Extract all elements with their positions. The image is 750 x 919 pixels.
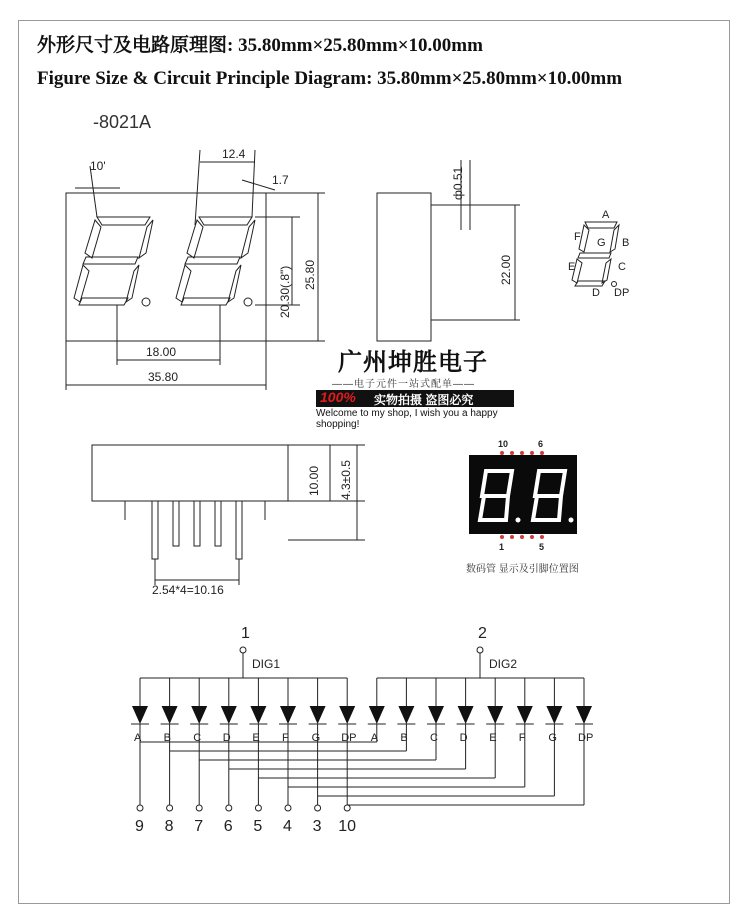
seg-label-b: B xyxy=(622,237,630,249)
display-photo xyxy=(469,439,577,552)
pin-terminal xyxy=(167,805,173,811)
circuit-segment-label: F xyxy=(282,732,289,744)
circuit-segment-label: DP xyxy=(341,732,357,744)
dim-pin-pitch: 2.54*4=10.16 xyxy=(152,583,224,597)
display-pin-5: 5 xyxy=(539,542,545,552)
bottom-body-outline xyxy=(92,445,288,501)
seg-label-dp: DP xyxy=(614,287,630,299)
circuit-pin-number: 4 xyxy=(283,818,292,835)
dim-body-height: 25.80 xyxy=(303,259,317,290)
diode-symbol xyxy=(369,706,385,724)
diode-symbol xyxy=(576,706,592,724)
diode-symbol xyxy=(487,706,503,724)
circuit-pin-number: 8 xyxy=(164,818,174,835)
seg-label-g: G xyxy=(597,237,606,249)
seg-label-a: A xyxy=(602,209,610,221)
diode-symbol xyxy=(310,706,326,724)
digit2-pin-number: 2 xyxy=(478,625,487,642)
watermark-shop-name: 广州坤胜电子 xyxy=(338,349,488,376)
display-pin-10: 10 xyxy=(498,439,509,449)
diode-symbol xyxy=(162,706,178,724)
circuit-segment-label: DP xyxy=(578,732,594,744)
circuit-segment-label: D xyxy=(459,732,468,744)
circuit-pin-number: 7 xyxy=(194,818,204,835)
circuit-segment-label: D xyxy=(222,732,231,744)
pin-terminal xyxy=(344,805,350,811)
circuit-pin-number: 5 xyxy=(253,818,263,835)
dim-pin-diameter: ф0.51 xyxy=(451,166,465,200)
circuit-segment-label: C xyxy=(430,732,438,744)
circuit-segment-label: G xyxy=(311,732,321,744)
watermark-percent: 100% xyxy=(320,389,356,405)
digit1-pin-number: 1 xyxy=(241,625,250,642)
seg-label-e: E xyxy=(568,261,576,273)
circuit-segment-label: E xyxy=(489,732,497,744)
dim-segment-width: 1.7 xyxy=(272,173,289,187)
dim-pin-offset: 4.3±0.5 xyxy=(339,460,353,500)
dim-body-depth: 10.00 xyxy=(307,465,321,496)
title-english: Figure Size & Circuit Principle Diagram: 35.80mm×25.80mm×10.00mm xyxy=(37,68,623,89)
dim-pin-length: 22.00 xyxy=(499,254,513,285)
part-number: -8021A xyxy=(93,112,152,132)
circuit-schematic xyxy=(131,625,593,835)
circuit-segment-label: C xyxy=(193,732,202,744)
pins xyxy=(152,501,242,559)
seg-label-d: D xyxy=(592,287,600,299)
circuit-segment-label: E xyxy=(252,732,260,744)
circuit-segment-label: F xyxy=(518,732,526,744)
front-body-outline xyxy=(66,193,266,341)
pin-terminal xyxy=(196,805,202,811)
digit1-label: DIG1 xyxy=(252,657,281,671)
diode-symbol xyxy=(250,706,266,724)
pin-terminal xyxy=(315,805,321,811)
watermark-slogan: ——电子元件一站式配单—— xyxy=(332,379,475,390)
digit1-terminal xyxy=(240,647,246,653)
seg-label-c: C xyxy=(618,261,626,273)
seg-label-f: F xyxy=(574,231,581,243)
circuit-pin-number: 6 xyxy=(223,818,233,835)
circuit-segment-label: A xyxy=(370,732,379,744)
dim-char-height: 20.30(.8") xyxy=(278,265,292,318)
circuit-segment-label: A xyxy=(134,732,142,744)
circuit-segment-label: G xyxy=(548,732,557,744)
pin-terminal xyxy=(255,805,261,811)
pin-terminal xyxy=(226,805,232,811)
title-chinese: 外形尺寸及电路原理图: 35.80mm×25.80mm×10.00mm xyxy=(37,35,483,56)
diode-symbol xyxy=(339,706,355,724)
display-pin-6: 6 xyxy=(538,439,544,449)
diode-symbol xyxy=(280,706,296,724)
digit2-terminal xyxy=(477,647,483,653)
dim-digit-spacing: 18.00 xyxy=(146,345,177,359)
circuit-pin-number: 10 xyxy=(338,818,356,835)
diode-symbol xyxy=(517,706,533,724)
dim-body-width: 35.80 xyxy=(148,370,179,384)
digit2-label: DIG2 xyxy=(489,657,518,671)
diode-symbol xyxy=(458,706,474,724)
pin-terminal xyxy=(137,805,143,811)
side-body-outline xyxy=(377,193,431,341)
watermark-welcome: Welcome to my shop, I wish you a happy shopping! xyxy=(316,408,498,430)
circuit-pin-number: 9 xyxy=(135,818,144,835)
dim-angle: 10' xyxy=(90,159,106,173)
circuit-segment-label: B xyxy=(400,732,408,744)
pin-terminal xyxy=(285,805,291,811)
dim-digit-pitch: 12.4 xyxy=(222,147,246,161)
front-digit-2 xyxy=(176,217,255,306)
diode-symbol xyxy=(398,706,414,724)
diode-symbol xyxy=(221,706,237,724)
circuit-pin-number: 3 xyxy=(312,818,322,835)
front-digit-1 xyxy=(74,217,153,306)
diode-symbol xyxy=(428,706,444,724)
diode-symbol xyxy=(546,706,562,724)
circuit-segment-label: B xyxy=(163,732,171,744)
watermark-badge-text: 实物拍摄 盗图必究 xyxy=(374,393,474,407)
diode-symbol xyxy=(191,706,207,724)
display-pin-1: 1 xyxy=(499,542,505,552)
display-caption: 数码管 显示及引脚位置图 xyxy=(466,564,579,575)
diode-symbol xyxy=(132,706,148,724)
